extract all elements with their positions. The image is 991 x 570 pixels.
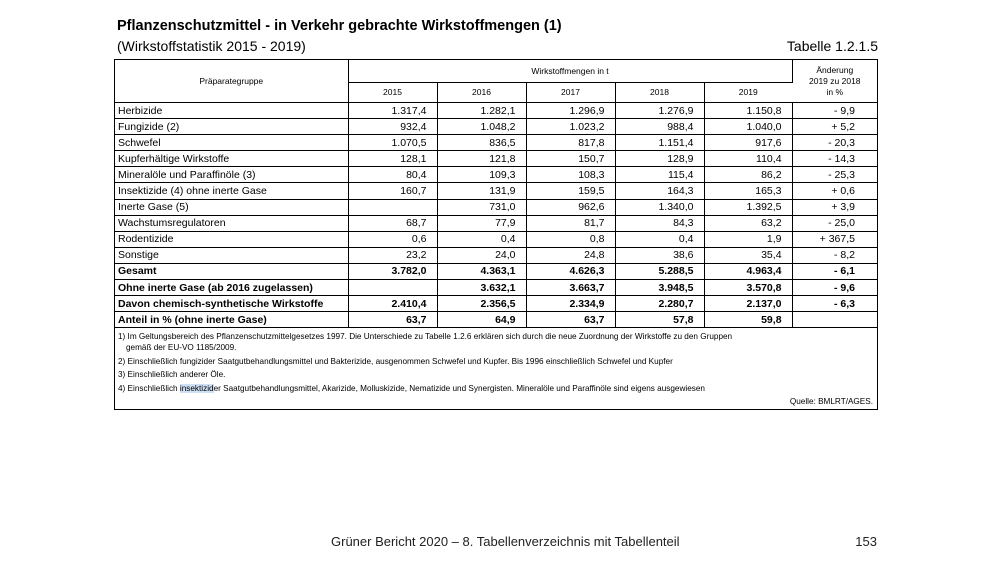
cell-value: 0,4: [437, 231, 526, 247]
cell-value: 86,2: [704, 167, 792, 183]
cell-value: 108,3: [526, 167, 615, 183]
cell-value: 1.296,9: [526, 103, 615, 119]
cell-value: 59,8: [704, 312, 792, 328]
cell-value: 35,4: [704, 247, 792, 263]
row-label: Gesamt: [115, 263, 348, 279]
cell-value: 1.150,8: [704, 103, 792, 119]
cell-value: 159,5: [526, 183, 615, 199]
footnote-4: [118, 383, 874, 394]
header-group: Präparategruppe: [115, 60, 348, 103]
cell-value: [348, 280, 437, 296]
header-year: 2016: [437, 83, 526, 103]
cell-value: 80,4: [348, 167, 437, 183]
cell-value: 38,6: [615, 247, 704, 263]
cell-value: 57,8: [615, 312, 704, 328]
footnote-1-line2: gemäß der EU-VO 1185/2009.: [126, 343, 237, 353]
cell-value: 128,9: [615, 151, 704, 167]
header-year: 2015: [348, 83, 437, 103]
cell-value: 24,8: [526, 247, 615, 263]
row-label: Mineralöle und Paraffinöle (3): [115, 167, 348, 183]
cell-value: 2.356,5: [437, 296, 526, 312]
cell-value: 109,3: [437, 167, 526, 183]
table-row-summary: [115, 296, 877, 312]
cell-value: 3.782,0: [348, 263, 437, 279]
row-label: Rodentizide: [115, 231, 348, 247]
footnotes: [115, 328, 877, 409]
table-frame: [114, 59, 878, 410]
cell-value: 962,6: [526, 199, 615, 215]
cell-value: 3.948,5: [615, 280, 704, 296]
cell-value: 917,6: [704, 135, 792, 151]
cell-change: - 14,3: [792, 151, 877, 167]
cell-value: 165,3: [704, 183, 792, 199]
cell-value: 1.392,5: [704, 199, 792, 215]
cell-change: - 9,9: [792, 103, 877, 119]
page-number: 153: [855, 534, 877, 549]
cell-change: - 25,0: [792, 215, 877, 231]
header-year: 2017: [526, 83, 615, 103]
row-label: Wachstumsregulatoren: [115, 215, 348, 231]
table-row: [115, 183, 877, 199]
cell-change: - 6,1: [792, 263, 877, 279]
cell-value: 121,8: [437, 151, 526, 167]
cell-value: 128,1: [348, 151, 437, 167]
header-change-line1: Änderung: [816, 64, 854, 75]
cell-value: 4.363,1: [437, 263, 526, 279]
table-row: [115, 103, 877, 119]
table-row: [115, 231, 877, 247]
table-row: [115, 247, 877, 263]
cell-value: 2.334,9: [526, 296, 615, 312]
cell-value: 160,7: [348, 183, 437, 199]
table-row: [115, 199, 877, 215]
header-year: 2018: [615, 83, 704, 103]
cell-value: 63,7: [348, 312, 437, 328]
cell-change: [792, 312, 877, 328]
cell-value: 1.282,1: [437, 103, 526, 119]
table-number: Tabelle 1.2.1.5: [786, 38, 878, 54]
cell-value: 0,4: [615, 231, 704, 247]
footer-text: Grüner Bericht 2020 – 8. Tabellenverzeichnis mit Tabellenteil: [331, 534, 680, 549]
cell-change: - 9,6: [792, 280, 877, 296]
table-row: [115, 119, 877, 135]
cell-value: 2.280,7: [615, 296, 704, 312]
cell-value: 932,4: [348, 119, 437, 135]
header-change-line3: in %: [826, 86, 844, 97]
cell-value: 1.276,9: [615, 103, 704, 119]
row-label: Davon chemisch-synthetische Wirkstoffe: [115, 296, 348, 312]
cell-change: - 25,3: [792, 167, 877, 183]
cell-value: 81,7: [526, 215, 615, 231]
data-table: [115, 60, 877, 328]
row-label: Fungizide (2): [115, 119, 348, 135]
page-subtitle: (Wirkstoffstatistik 2015 - 2019): [117, 38, 306, 54]
cell-value: 24,0: [437, 247, 526, 263]
cell-change: + 367,5: [792, 231, 877, 247]
row-label: Sonstige: [115, 247, 348, 263]
cell-value: 1.340,0: [615, 199, 704, 215]
table-row: [115, 151, 877, 167]
cell-value: 1.048,2: [437, 119, 526, 135]
cell-value: 3.570,8: [704, 280, 792, 296]
footnote-3: 3) Einschließlich anderer Öle.: [118, 370, 226, 380]
cell-value: 0,6: [348, 231, 437, 247]
footnote-1: [118, 331, 874, 353]
table-row: [115, 135, 877, 151]
table-row-summary: [115, 280, 877, 296]
cell-value: 150,7: [526, 151, 615, 167]
cell-value: 1.070,5: [348, 135, 437, 151]
footnote-4-text: 4) Einschließlich: [118, 383, 180, 393]
table-row: [115, 215, 877, 231]
cell-value: 817,8: [526, 135, 615, 151]
row-label: Anteil in % (ohne inerte Gase): [115, 312, 348, 328]
table-row-summary: [115, 312, 877, 328]
cell-value: 3.632,1: [437, 280, 526, 296]
cell-value: 836,5: [437, 135, 526, 151]
cell-change: - 20,3: [792, 135, 877, 151]
cell-value: 77,9: [437, 215, 526, 231]
footnote-1-line1: 1) Im Geltungsbereich des Pflanzenschutzmittelgesetzes 1997. Die Unterschiede zu Tabelle 1.2.6 erklären sich durch die neue Zuordnung der Wirkstoffe zu den Gruppen: [118, 332, 733, 342]
cell-value: 988,4: [615, 119, 704, 135]
header-change-line2: 2019 zu 2018: [809, 75, 861, 86]
cell-value: 63,7: [526, 312, 615, 328]
table-row-total: [115, 263, 877, 279]
cell-value: 164,3: [615, 183, 704, 199]
header-year: 2019: [704, 83, 792, 103]
cell-value: 3.663,7: [526, 280, 615, 296]
row-label: Kupferhältige Wirkstoffe: [115, 151, 348, 167]
table-row: [115, 167, 877, 183]
page-title: Pflanzenschutzmittel - in Verkehr gebrachte Wirkstoffmengen (1): [117, 18, 562, 34]
cell-value: 4.963,4: [704, 263, 792, 279]
cell-value: 0,8: [526, 231, 615, 247]
cell-value: 2.137,0: [704, 296, 792, 312]
cell-value: 1.023,2: [526, 119, 615, 135]
footnote-4-highlight[interactable]: insektizid: [179, 383, 214, 393]
cell-value: 1.040,0: [704, 119, 792, 135]
cell-change: - 6,3: [792, 296, 877, 312]
row-label: Insektizide (4) ohne inerte Gase: [115, 183, 348, 199]
cell-value: 115,4: [615, 167, 704, 183]
cell-value: 1,9: [704, 231, 792, 247]
cell-value: 64,9: [437, 312, 526, 328]
cell-change: - 8,2: [792, 247, 877, 263]
cell-value: 5.288,5: [615, 263, 704, 279]
row-label: Inerte Gase (5): [115, 199, 348, 215]
cell-value: 731,0: [437, 199, 526, 215]
cell-value: [348, 199, 437, 215]
header-change: [792, 60, 877, 103]
cell-value: 110,4: [704, 151, 792, 167]
cell-value: 23,2: [348, 247, 437, 263]
cell-value: 1.151,4: [615, 135, 704, 151]
cell-value: 2.410,4: [348, 296, 437, 312]
cell-value: 131,9: [437, 183, 526, 199]
cell-change: + 5,2: [792, 119, 877, 135]
row-label: Ohne inerte Gase (ab 2016 zugelassen): [115, 280, 348, 296]
header-amounts: Wirkstoffmengen in t: [348, 60, 792, 83]
footnote-4-text-rest: er Saatgutbehandlungsmittel, Akarizide, Molluskizide, Nematizide und Synergisten. Mineralöle und Paraffinöle sind eigens ausgewiesen: [213, 383, 705, 393]
footnote-2: 2) Einschließlich fungizider Saatgutbehandlungsmittel und Bakterizide, ausgenommen Schwefel und Kupfer. Bis 1996 einschließlich Schwefel und Kupfer: [118, 356, 673, 366]
row-label: Schwefel: [115, 135, 348, 151]
cell-change: + 0,6: [792, 183, 877, 199]
cell-change: + 3,9: [792, 199, 877, 215]
source-note: Quelle: BMLRT/AGES.: [789, 397, 873, 407]
cell-value: 1.317,4: [348, 103, 437, 119]
cell-value: 63,2: [704, 215, 792, 231]
row-label: Herbizide: [115, 103, 348, 119]
cell-value: 84,3: [615, 215, 704, 231]
cell-value: 68,7: [348, 215, 437, 231]
cell-value: 4.626,3: [526, 263, 615, 279]
